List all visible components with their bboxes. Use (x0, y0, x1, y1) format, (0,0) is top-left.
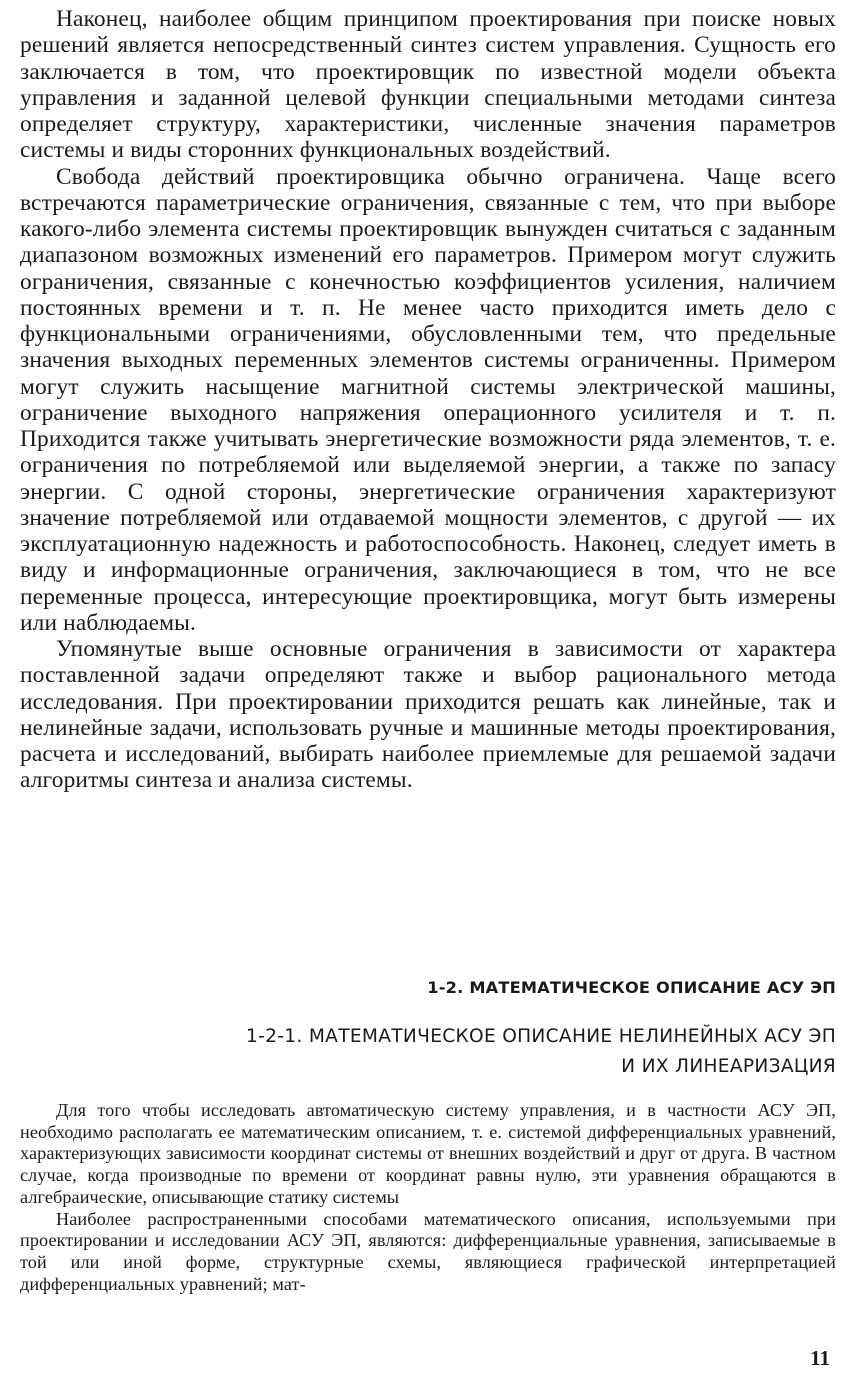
subsection-heading (20, 1022, 836, 1082)
page-number: 11 (810, 1346, 830, 1370)
paragraph-math-description: Для того чтобы исследовать автоматическую систему управления, и в частности АСУ ЭП, необходимо располагать ее математическим описанием, т. е. системой дифференциальных уравнений, характеризующих зависимости координат системы от внешних воздействий и друг от друга. В частном случае, когда производные по времени от координат равны нулю, эти уравнения обращаются в алгебраические, описывающие статику системы (20, 1100, 836, 1207)
paragraph-constraints: Свобода действий проектировщика обычно ограничена. Чаще всего встречаются параметрические ограничения, связанные с тем, что при выборе какого-либо элемента системы проектировщик вынужден считаться с заданным диапазоном возможных изменений его параметров. Примером могут служить ограничения, связанные с конечностью коэффициентов усиления, наличием постоянных времени и т. п. Не менее часто приходится иметь дело с функциональными ограничениями, обусловленными тем, что предельные значения выходных переменных элементов системы ограниченны. Примером могут служить насыщение магнитной системы электрической машины, ограничение выходного напряжения операционного усилителя и т. п. Приходится также учитывать энергетические возможности ряда элементов, т. е. ограничения по потребляемой или выделяемой энергии, а также по запасу энергии. С одной стороны, энергетические ограничения характеризуют значение потребляемой или отдаваемой мощности элементов, с другой — их эксплуатационную надежность и работоспособность. Наконец, следует иметь в виду и информационные ограничения, заключающиеся в том, что не все переменные процесса, интересующие проектировщика, могут быть измерены или наблюдаемы. (20, 163, 836, 636)
paragraph-synthesis: Наконец, наиболее общим принципом проектирования при поиске новых решений является непосредственный синтез систем управления. Сущность его заключается в том, что проектировщик по известной модели объекта управления и заданной целевой функции специальными методами синтеза определяет структуру, характеристики, численные значения параметров системы и виды сторонних функциональных воздействий. (20, 6, 836, 164)
subsection-heading-line-1: 1-2-1. МАТЕМАТИЧЕСКОЕ ОПИСАНИЕ НЕЛИНЕЙНЫХ АСУ ЭП (246, 1026, 836, 1047)
small-body-text (20, 1100, 836, 1295)
subsection-heading-line-2: И ИХ ЛИНЕАРИЗАЦИЯ (621, 1056, 836, 1077)
paragraph-description-methods: Наиболее распространенными способами математического описания, используемыми при проектировании и исследовании АСУ ЭП, являются: дифференциальные уравнения, записываемые в той или иной форме, структурные схемы, являющиеся графической интерпретацией дифференциальных уравнений; мат- (20, 1208, 836, 1294)
section-heading: 1-2. МАТЕМАТИЧЕСКОЕ ОПИСАНИЕ АСУ ЭП (427, 978, 836, 997)
paragraph-method-choice: Упомянутые выше основные ограничения в зависимости от характера поставленной задачи определяют также и выбор рационального метода исследования. При проектировании приходится решать как линейные, так и нелинейные задачи, использовать ручные и машинные методы проектирования, расчета и исследований, выбирать наиболее приемлемые для решаемой задачи алгоритмы синтеза и анализа системы. (20, 636, 836, 794)
main-body-text (20, 6, 836, 794)
